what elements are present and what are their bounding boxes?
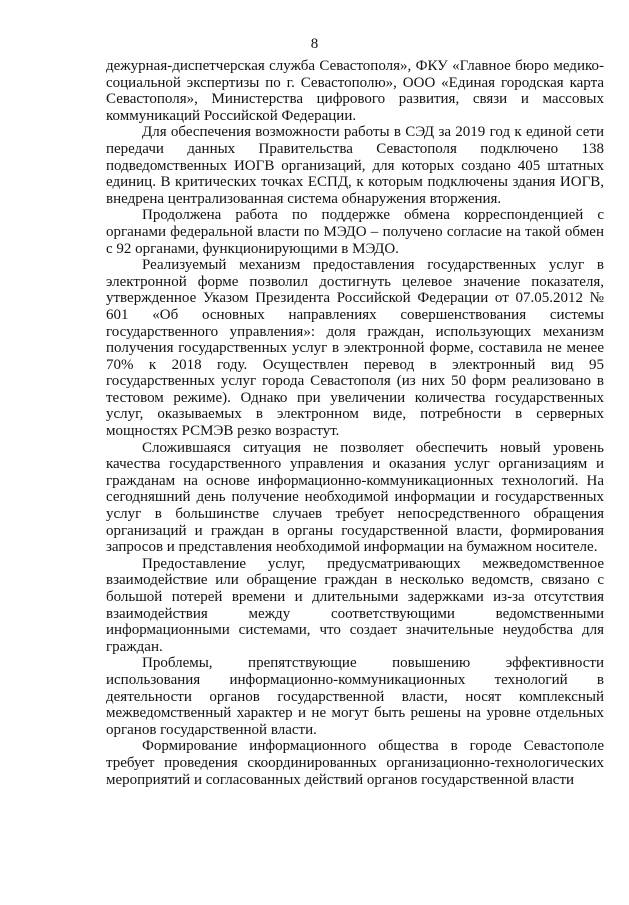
paragraph-1: дежурная-диспетчерская служба Севастополя», ФКУ «Главное бюро медико-социальной экспертизы по г. Севастополю», ООО «Единая городская карта Севастополя», Министерства цифрового развития, связи и массовых коммуникаций Российской Федерации. bbox=[106, 58, 604, 124]
paragraph-3: Продолжена работа по поддержке обмена корреспонденцией с органами федеральной власти по МЭДО – получено согласие на такой обмен с 92 органами, функционирующими в МЭДО. bbox=[106, 207, 604, 257]
paragraph-2: Для обеспечения возможности работы в СЭД за 2019 год к единой сети передачи данных Правительства Севастополя подключено 138 подведомственных ИОГВ организаций, для которых создано 405 штатных единиц. В критических точках ЕСПД, к которым подключены здания ИОГВ, внедрена централизованная система обнаружения вторжения. bbox=[106, 124, 604, 207]
document-body bbox=[106, 58, 604, 788]
paragraph-4: Реализуемый механизм предоставления государственных услуг в электронной форме позволил достигнуть целевое значение показателя, утвержденное Указом Президента Российской Федерации от 07.05.2012 № 601 «Об основных направлениях совершенствования системы государственного управления»: доля граждан, использующих механизм получения государственных услуг в электронной форме, составила не менее 70% к 2018 году. Осуществлен перевод в электронный вид 95 государственных услуг города Севастополя (из них 50 форм реализовано в тестовом режиме). Однако при увеличении количества государственных услуг, оказываемых в электронном виде, потребности в серверных мощностях РСМЭВ резко возрастут. bbox=[106, 257, 604, 440]
page-number: 8 bbox=[310, 36, 319, 52]
paragraph-8: Формирование информационного общества в городе Севастополе требует проведения скоординированных организационно-технологических мероприятий и согласованных действий органов государственной власти bbox=[106, 738, 604, 788]
paragraph-5: Сложившаяся ситуация не позволяет обеспечить новый уровень качества государственного управления и оказания услуг организациям и гражданам на основе информационно-коммуникационных технологий. На сегодняшний день получение необходимой информации и государственных услуг в большинстве случаев требует непосредственного обращения организаций и граждан в органы государственной власти, формирования запросов и представления необходимой информации на бумажном носителе. bbox=[106, 439, 604, 556]
paragraph-7: Проблемы, препятствующие повышению эффективности использования информационно-коммуникационных технологий в деятельности органов государственной власти, носят комплексный межведомственный характер и не могут быть решены на уровне отдельных органов государственной власти. bbox=[106, 655, 604, 738]
paragraph-6: Предоставление услуг, предусматривающих межведомственное взаимодействие или обращение граждан в несколько ведомств, связано с большой потерей времени и длительными задержками из-за отсутствия взаимодействия между соответствующими ведомственными информационными системами, что создает значительные неудобства для граждан. bbox=[106, 555, 604, 655]
